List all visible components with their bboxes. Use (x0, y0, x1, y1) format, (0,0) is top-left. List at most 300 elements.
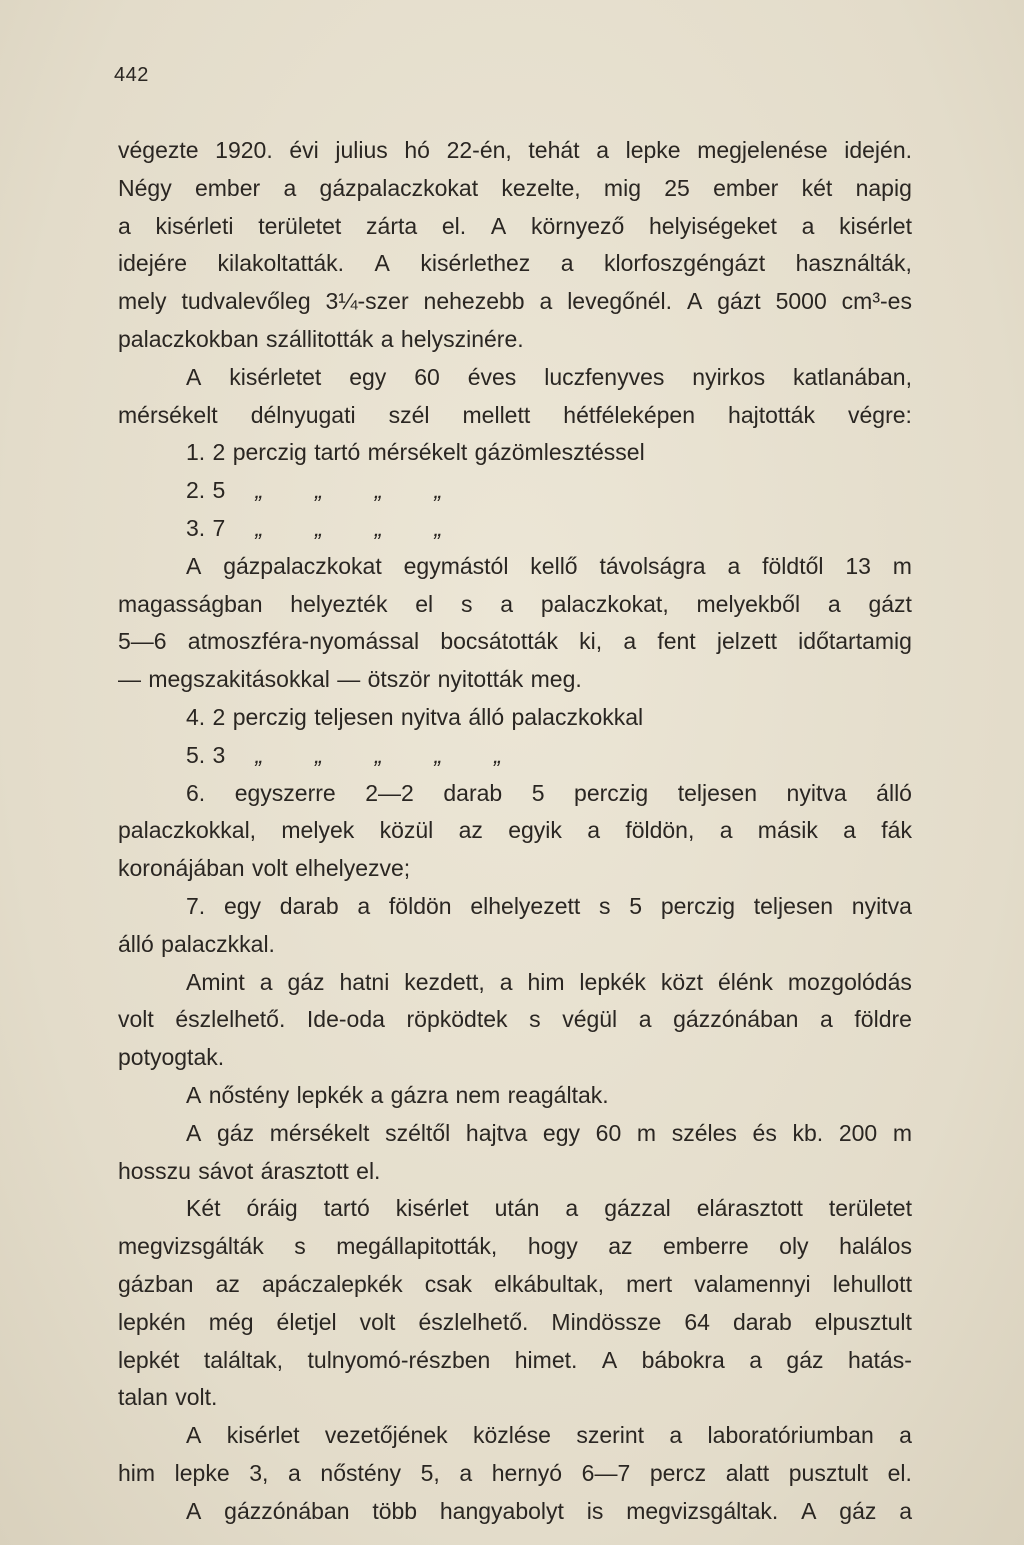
body-text (118, 132, 912, 1530)
word: óráig (246, 1195, 298, 1222)
word: cm³-es (841, 288, 912, 315)
word: julius (335, 137, 388, 163)
word: elpusztult (814, 1308, 912, 1335)
word: földre (854, 1006, 912, 1033)
word: perczig (232, 703, 307, 730)
word: A (186, 1497, 202, 1524)
word: észlelhető. (175, 1006, 286, 1033)
word: lepkék (579, 968, 646, 995)
word: „ (434, 477, 443, 504)
word: a (623, 628, 637, 655)
word: helyezték (290, 590, 388, 617)
word: észlelhető. (418, 1308, 529, 1335)
word: fák (881, 817, 912, 844)
word: hogy (527, 1233, 578, 1260)
word: el. (356, 1157, 381, 1184)
word: az (458, 817, 483, 844)
word: megjelenése (697, 137, 828, 163)
word: megvizsgáltak. (626, 1497, 779, 1524)
word: életjel (276, 1308, 337, 1335)
word: A (374, 250, 390, 277)
word: pusztult (788, 1459, 869, 1486)
word: a (827, 590, 841, 617)
word: a (820, 1006, 833, 1033)
word: gázt (868, 590, 912, 617)
text-line (118, 699, 912, 737)
word: s (294, 1233, 306, 1260)
word: gáz (839, 1497, 877, 1524)
word: kellő (530, 552, 578, 579)
word: lepkék (296, 1081, 364, 1108)
word: el. (887, 1459, 912, 1486)
word: 25 (664, 174, 690, 201)
word: másik (757, 817, 818, 844)
word: hosszu (118, 1157, 191, 1184)
text-line (118, 586, 912, 624)
word: talan (118, 1384, 168, 1411)
word: napig (855, 174, 912, 201)
word: 3¼-szer (325, 288, 409, 315)
word: nem (455, 1081, 501, 1108)
word: és (752, 1119, 777, 1146)
word: közt (660, 968, 704, 995)
word: nyitották (437, 666, 524, 693)
word: a (370, 1081, 384, 1108)
word: gáz (216, 1119, 255, 1146)
word: 5 (212, 477, 226, 504)
word: A (186, 363, 202, 390)
word: A (186, 552, 202, 579)
word: „ (315, 514, 323, 541)
word: mérsékelt (118, 401, 218, 428)
word: Két (186, 1195, 221, 1222)
word: m (892, 1119, 912, 1146)
word: 2 (212, 439, 226, 466)
text-line (118, 1001, 912, 1039)
word: több (372, 1497, 418, 1524)
word: használták, (795, 250, 912, 277)
text-line (118, 548, 912, 586)
word: mellett (462, 401, 531, 428)
word: hajtva (465, 1119, 528, 1146)
word: a (565, 1195, 579, 1222)
word: bocsátották (440, 628, 558, 655)
word: 5 (531, 779, 545, 806)
word: a (749, 1346, 762, 1373)
word: helyiségeket (649, 212, 777, 239)
word: Négy (118, 174, 172, 201)
word: nyitva (400, 703, 461, 730)
word: bábokra (641, 1346, 725, 1373)
word: széles (671, 1119, 737, 1146)
word: 13 (845, 552, 871, 579)
word: után (494, 1195, 540, 1222)
word: kisérlet (395, 1195, 469, 1222)
word: 200 (838, 1119, 878, 1146)
word: luczfenyves (544, 363, 665, 390)
word: hó (404, 137, 430, 163)
word: m (892, 552, 912, 579)
word: gázzónában (673, 1006, 799, 1033)
word: ötször (367, 666, 431, 693)
word: gázra (390, 1081, 449, 1108)
word: gázzal (604, 1195, 671, 1222)
text-line (118, 1493, 912, 1531)
word: A (186, 1081, 202, 1108)
word: a (801, 212, 815, 239)
word: mert (626, 1270, 673, 1297)
text-line (118, 1304, 912, 1342)
word: „ (315, 741, 323, 768)
word: lehullott (832, 1270, 912, 1297)
word: perczig (232, 439, 307, 466)
word: röpködtek (406, 1006, 508, 1033)
word: palaczkkal. (161, 930, 275, 957)
word: kisérletet (229, 363, 322, 390)
word: a (727, 552, 741, 579)
word: a (539, 288, 553, 315)
word: perczig (574, 779, 649, 806)
word: 4. (186, 703, 206, 730)
word: gáz (786, 1346, 824, 1373)
word: percz (649, 1459, 707, 1486)
word: 2. (186, 477, 206, 504)
word: a (288, 1459, 301, 1486)
word: tartó (323, 1195, 370, 1222)
word: 3 (212, 741, 226, 768)
word: s (529, 1006, 541, 1033)
text-line (118, 737, 912, 775)
word: éves (467, 363, 517, 390)
text-line (118, 208, 912, 246)
word: „ (434, 514, 443, 541)
word: közül (379, 817, 434, 844)
word: megszakitásokkal (148, 666, 330, 693)
word: Mindössze (551, 1308, 662, 1335)
word: s (599, 892, 611, 919)
text-line (118, 1115, 912, 1153)
word: reagáltak. (507, 1081, 609, 1108)
text-line (118, 1153, 912, 1191)
word: földön, (625, 817, 695, 844)
word: a (259, 968, 273, 995)
word: vezetőjének (324, 1422, 448, 1449)
word: hernyó (491, 1459, 563, 1486)
text-line (118, 1228, 912, 1266)
word: a (560, 250, 574, 277)
word: teljesen (753, 892, 834, 919)
word: perczig (660, 892, 735, 919)
word: sávot (198, 1157, 254, 1184)
word: nőstény (208, 1081, 290, 1108)
word: végezte (118, 137, 199, 163)
text-line (118, 510, 912, 548)
word: árasztott (260, 1157, 349, 1184)
word: kisérlet (839, 212, 912, 239)
word: elhelyezve; (295, 855, 411, 882)
word: katlanában, (793, 363, 912, 390)
word: délnyugati (250, 401, 356, 428)
word: hatni (339, 968, 390, 995)
word: 5 (629, 892, 643, 919)
word: A (601, 1346, 618, 1373)
word: halálos (839, 1233, 912, 1260)
word: mely (118, 288, 167, 315)
word: a (500, 590, 514, 617)
word: A (801, 1497, 817, 1524)
word: szerint (576, 1422, 645, 1449)
word: kb. (792, 1119, 824, 1146)
word: gázzónában (224, 1497, 350, 1524)
word: meg. (530, 666, 582, 693)
word: egyszerre (234, 779, 336, 806)
text-line (118, 1417, 912, 1455)
text-line (118, 661, 912, 699)
word: fent (657, 628, 696, 655)
word: tulnyomó-részben (307, 1346, 491, 1373)
word: 2—2 (365, 779, 414, 806)
text-line (118, 850, 912, 888)
word: levegőnél. (567, 288, 673, 315)
word: darab (443, 779, 503, 806)
word: teljesen (314, 703, 394, 730)
word: gázpalaczkokat (223, 552, 382, 579)
word: lepke (625, 137, 681, 163)
word: — (337, 666, 361, 693)
word: s (460, 590, 473, 617)
word: jelzett (716, 628, 777, 655)
word: ember (713, 174, 779, 201)
word: atmoszféra-nyomással (187, 628, 420, 655)
word: darab (279, 892, 339, 919)
word: 3. (186, 514, 206, 541)
word: a (899, 1497, 912, 1524)
word: mérsékelt (367, 439, 468, 466)
word: idejére (118, 250, 188, 277)
word: magasságban (118, 590, 263, 617)
text-line (118, 472, 912, 510)
word: 5, (420, 1459, 440, 1486)
word: a (459, 1459, 473, 1486)
word: „ (374, 477, 383, 504)
word: szállitották (266, 325, 374, 352)
word: hajtották (728, 401, 815, 428)
word: kisérlet (226, 1422, 300, 1449)
word: — (118, 666, 141, 693)
word: élénk (717, 968, 773, 995)
text-line (118, 245, 912, 283)
text-line (118, 926, 912, 964)
text-line (118, 1342, 912, 1380)
word: valamennyi (694, 1270, 811, 1297)
word: földön (388, 892, 452, 919)
word: kezdett, (404, 968, 485, 995)
word: széltől (385, 1119, 451, 1146)
word: végül (562, 1006, 618, 1033)
word: him (118, 1459, 156, 1486)
word: a (596, 137, 609, 163)
word: a (380, 325, 394, 352)
word: lepkén (118, 1308, 186, 1335)
word: darab (732, 1308, 792, 1335)
word: álló (118, 930, 154, 957)
word: palaczkokban (118, 325, 259, 352)
word: volt (359, 1308, 396, 1335)
word: potyogtak. (118, 1044, 225, 1071)
word: „ (434, 741, 443, 768)
word: még (208, 1308, 254, 1335)
word: 3, (249, 1459, 269, 1486)
word: mérsékelt (269, 1119, 370, 1146)
word: végre: (848, 401, 912, 428)
word: 64 (684, 1308, 710, 1335)
text-line (118, 1266, 912, 1304)
word: 2 (212, 703, 226, 730)
word: volt (118, 1006, 154, 1033)
word: földtől (762, 552, 824, 579)
text-line (118, 1379, 912, 1417)
word: „ (374, 741, 383, 768)
word: himet. (514, 1346, 578, 1373)
word: évi (289, 137, 319, 163)
word: nyitva (851, 892, 912, 919)
word: időtartamig (798, 628, 912, 655)
word: 5—6 (118, 628, 167, 655)
word: kilakoltatták. (217, 250, 345, 277)
word: him (527, 968, 565, 995)
text-line (118, 964, 912, 1002)
word: volt (251, 855, 288, 882)
word: laboratóriumban (707, 1422, 874, 1449)
word: 60 (414, 363, 440, 390)
word: két (801, 174, 833, 201)
text-line (118, 1039, 912, 1077)
word: 6—7 (581, 1459, 631, 1486)
word: klorfoszgéngázt (604, 250, 766, 277)
text-line (118, 1455, 912, 1493)
word: Amint (186, 968, 245, 995)
word: palaczkokkal, (118, 817, 257, 844)
word: A (490, 212, 507, 239)
word: a (357, 892, 371, 919)
text-line (118, 812, 912, 850)
word: zárta (366, 212, 418, 239)
word: oly (779, 1233, 809, 1260)
word: elárasztott (696, 1195, 803, 1222)
word: ember (194, 174, 261, 201)
word: „ (315, 477, 323, 504)
word: nehezebb (423, 288, 525, 315)
word: környező (530, 212, 625, 239)
word: távolságra (599, 552, 706, 579)
text-line (118, 321, 912, 359)
word: helyszinére. (400, 325, 524, 352)
word: a (669, 1422, 683, 1449)
word: nyitva (786, 779, 847, 806)
word: megvizsgálták (118, 1233, 264, 1260)
text-line (118, 775, 912, 813)
word: „ (255, 741, 264, 768)
word: el (415, 590, 434, 617)
word: A (186, 1119, 202, 1146)
word: tudvalevőleg (181, 288, 311, 315)
word: idején. (844, 137, 912, 163)
word: Ide-oda (306, 1006, 385, 1033)
word: „ (494, 741, 502, 768)
word: mig (603, 174, 641, 201)
word: 5. (186, 741, 206, 768)
word: ki, (579, 628, 603, 655)
word: gázpalaczkokat (319, 174, 479, 201)
word: alatt (725, 1459, 770, 1486)
word: a (843, 817, 856, 844)
word: 6. (186, 779, 206, 806)
word: a (499, 968, 513, 995)
word: kisérlethez (420, 250, 531, 277)
word: 1. (186, 439, 206, 466)
text-line (118, 283, 912, 321)
text-line (118, 170, 912, 208)
word: lepkét (118, 1346, 180, 1373)
word: gáz (287, 968, 325, 995)
word: koronájában (118, 855, 245, 882)
word: 7. (186, 892, 206, 919)
word: A (186, 1422, 202, 1449)
word: emberre (663, 1233, 749, 1260)
word: lepke (174, 1459, 230, 1486)
word: elhelyezett (470, 892, 581, 919)
word: 1920. (215, 137, 273, 163)
word: a (899, 1422, 912, 1449)
word: A (686, 288, 703, 315)
word: a (118, 212, 131, 239)
word: gázt (717, 288, 761, 315)
word: kisérleti (155, 212, 234, 239)
word: 22-én, (446, 137, 512, 163)
word: a (638, 1006, 652, 1033)
word: tartó (314, 439, 361, 466)
text-line (118, 888, 912, 926)
word: a (719, 817, 733, 844)
word: kezelte, (501, 174, 581, 201)
word: a (283, 174, 297, 201)
text-line (118, 1190, 912, 1228)
word: közlése (472, 1422, 551, 1449)
word: a (587, 817, 600, 844)
word: melyek (281, 817, 355, 844)
word: gázban (118, 1270, 194, 1297)
word: álló (468, 703, 505, 730)
word: hétféleképen (563, 401, 696, 428)
word: egyik (508, 817, 562, 844)
word: hangyabolyt (439, 1497, 564, 1524)
word: területet (828, 1195, 912, 1222)
word: hatás- (847, 1346, 912, 1373)
word: volt. (175, 1384, 218, 1411)
word: nőstény (320, 1459, 401, 1486)
word: teljesen (677, 779, 758, 806)
word: megállapitották, (336, 1233, 498, 1260)
word: az (608, 1233, 633, 1260)
word: szél (388, 401, 430, 428)
word: 7 (212, 514, 226, 541)
word: egy (349, 363, 387, 390)
word: egy (223, 892, 262, 919)
text-line (118, 359, 912, 397)
word: tehát (528, 137, 580, 163)
text-line (118, 132, 912, 170)
word: egy (542, 1119, 581, 1146)
